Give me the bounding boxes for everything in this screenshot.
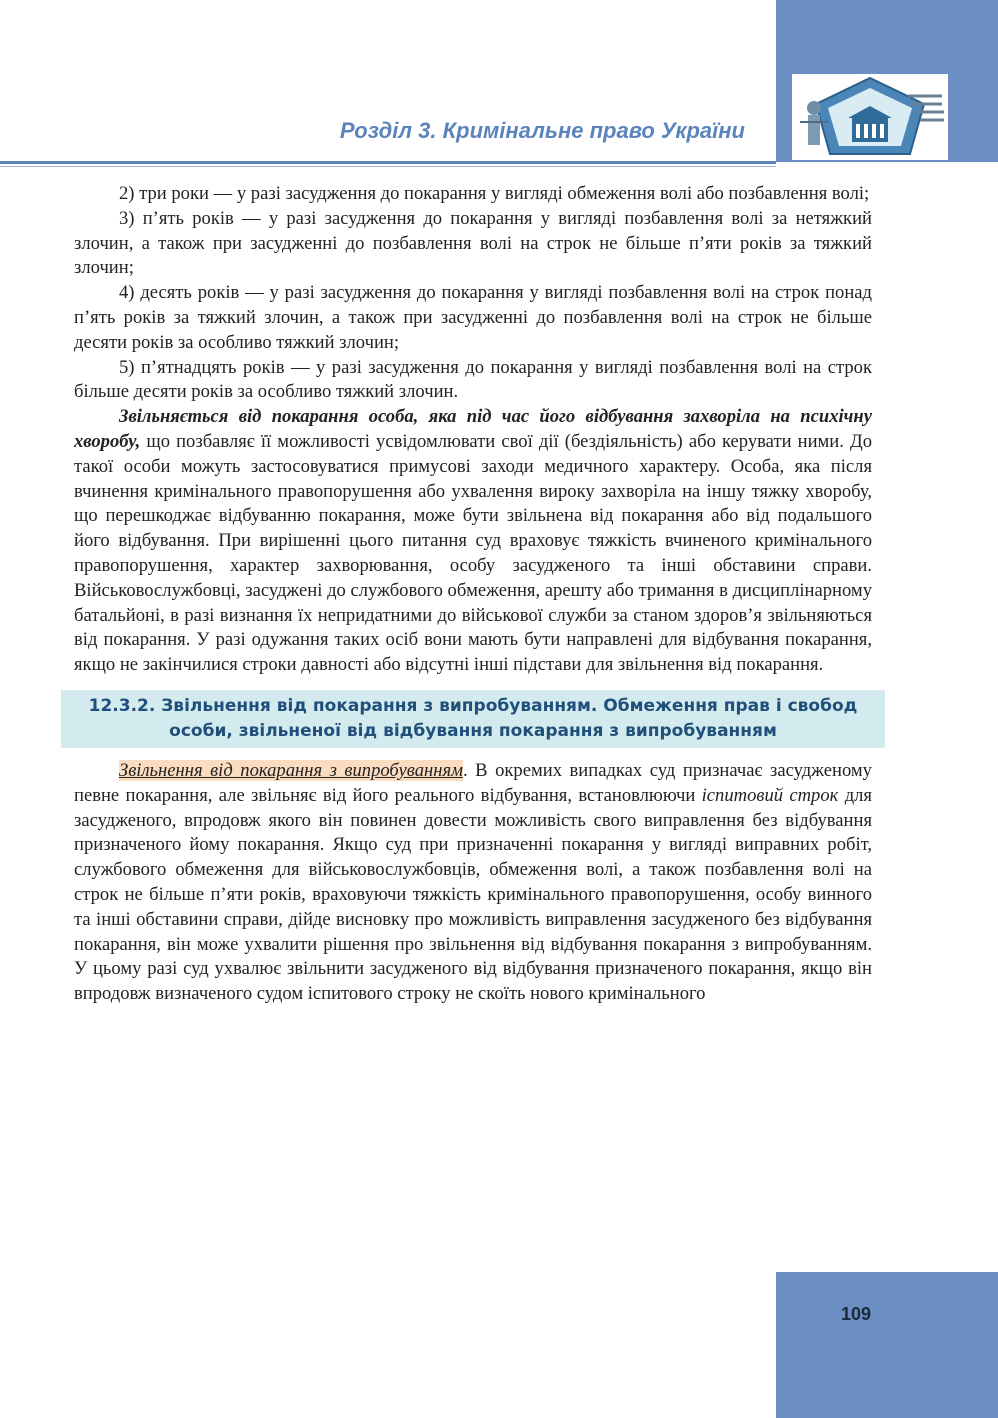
header-divider-thin [0, 166, 776, 167]
law-emblem-icon [792, 74, 948, 160]
paragraph: 5) п’ятнадцять років — у разі засудження до покарання у вигляді позбавлення волі на строк більше десяти років за особливо тяжкий злочин. [74, 356, 872, 403]
paragraph [74, 405, 872, 678]
chapter-title: Розділ 3. Кримінальне право України [339, 118, 745, 143]
page-content [74, 182, 872, 1007]
paragraph-text: для засудженого, впродовж якого він повинен довести можливість свого виправлення без відбування призначеного йому покарання. Якщо суд при призначенні покарання у вигляді виправних робіт, службового обмеження для військовослужбовців, обмеження волі, а також позбавлення волі на строк не більше п’яти років, враховуючи тяжкість кримінального правопорушення, особу винного та інші обставини справи, дійде висновку про можливість виправлення засудженого без відбування покарання, він може ухвалити рішення про звільнення від відбування покарання з випробуванням. У цьому разі суд ухвалює звільнити засудженого від відбування призначеного покарання, якщо він впродовж визначеного судом іспитового строку не скоїть нового кримінального [74, 784, 872, 1005]
footer-side-panel [776, 1272, 998, 1418]
paragraph-text: що позбавляє її можливості усвідомлювати свої дії (бездіяльність) або керувати ними. До такої особи можуть застосовуватися примусові заходи медичного характеру. Особа, яка після вчинення кримінального правопорушення або ухвалення вироку захворіла на іншу тяжку хворобу, що перешкоджає відбуванню покарання, може бути звільнена від покарання або від подальшого його відбування. При вирішенні цього питання суд враховує тяжкість вчиненого кримінального правопорушення, характер захворювання, особу засудженого та інші обставини справи. Військовослужбовці, засуджені до службового обмеження, арешту або тримання в дисциплінарному батальйоні, в разі визнання їх непридатними до військової служби за станом здоров’я звільняються від покарання. У разі одужання таких осіб вони мають бути направлені для відбування покарання, якщо не закінчилися строки давності або відсутні інші підстави для звільнення від покарання. [74, 430, 872, 676]
emphasis-text: Звільняється від покарання особа, яка під час його відбування захворіла на психічну хворобу, [74, 406, 872, 452]
paragraph-text: . В окремих випадках суд призначає засудженому певне покарання, але звільняє від його реального відбування, встановлюючи [74, 759, 872, 806]
section-heading: 12.3.2. Звільнення від покарання з випробуванням. Обмеження прав і свобод особи, звільненої від відбування покарання з випробуванням [61, 690, 885, 748]
paragraph: 2) три роки — у разі засудження до покарання у вигляді обмеження волі або позбавлення волі; [119, 183, 870, 204]
paragraph: 4) десять років — у разі засудження до покарання у вигляді позбавлення волі на строк понад п’ять років за тяжкий злочин, а також при засудженні до позбавлення волі на строк не більше десяти років за особливо тяжкий злочин; [74, 282, 872, 353]
paragraph: 3) п’ять років — у разі засудження до покарання у вигляді позбавлення волі за нетяжкий злочин, а також при засудженні до позбавлення волі на строк не більше п’яти років за тяжкий злочин; [74, 207, 872, 279]
page-number: 109 [840, 1304, 872, 1324]
paragraph [74, 759, 872, 1007]
header-divider [0, 161, 776, 164]
highlighted-term: Звільнення від покарання з випробуванням [119, 759, 463, 781]
italic-term: іспитовий строк [701, 784, 839, 806]
